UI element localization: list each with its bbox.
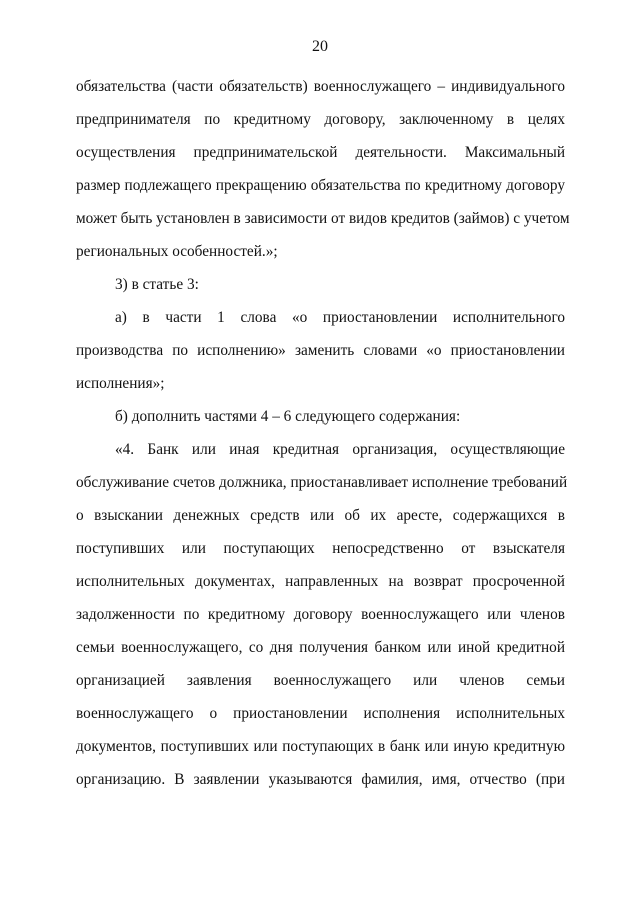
paragraph: [76, 433, 568, 796]
paragraph: [76, 400, 565, 433]
text-line: военнослужащего о приостановлении исполнения исполнительных: [76, 705, 565, 722]
text-line: исполнительных документах, направленных на возврат просроченной: [76, 573, 565, 590]
text-line: организацию. В заявлении указываются фамилия, имя, отчество (при: [76, 771, 565, 788]
text-line: может быть установлен в зависимости от видов кредитов (займов) с учетом: [76, 210, 570, 227]
text-line: семьи военнослужащего, со дня получения банком или иной кредитной: [76, 639, 565, 656]
text-line: а) в части 1 слова «о приостановлении исполнительного: [115, 309, 565, 326]
text-line: организацией заявления военнослужащего или членов семьи: [76, 672, 565, 689]
text-line: обязательства (части обязательств) военнослужащего – индивидуального: [76, 78, 565, 95]
text-line: о взыскании денежных средств или об их аресте, содержащихся в: [76, 507, 565, 524]
text-line: осуществления предпринимательской деятельности. Максимальный: [76, 144, 565, 161]
text-line: региональных особенностей.»;: [76, 243, 278, 260]
text-line: обслуживание счетов должника, приостанавливает исполнение требований: [76, 474, 568, 491]
text-line: б) дополнить частями 4 – 6 следующего содержания:: [115, 408, 461, 425]
text-line: производства по исполнению» заменить словами «о приостановлении: [76, 342, 565, 359]
text-line: документов, поступивших или поступающих в банк или иную кредитную: [76, 738, 565, 755]
page-number: 20: [312, 38, 328, 55]
text-line: поступивших или поступающих непосредственно от взыскателя: [76, 540, 565, 557]
text-line: 3) в статье 3:: [115, 276, 199, 293]
text-line: «4. Банк или иная кредитная организация, осуществляющие: [115, 441, 565, 458]
document-body: [76, 70, 570, 796]
paragraph: [76, 268, 565, 301]
text-line: исполнения»;: [76, 375, 165, 392]
text-line: задолженности по кредитному договору военнослужащего или членов: [76, 606, 565, 623]
paragraph: [76, 70, 570, 268]
text-line: размер подлежащего прекращению обязательства по кредитному договору: [76, 177, 565, 194]
paragraph: [76, 301, 565, 400]
text-line: предпринимателя по кредитному договору, заключенному в целях: [76, 111, 565, 128]
